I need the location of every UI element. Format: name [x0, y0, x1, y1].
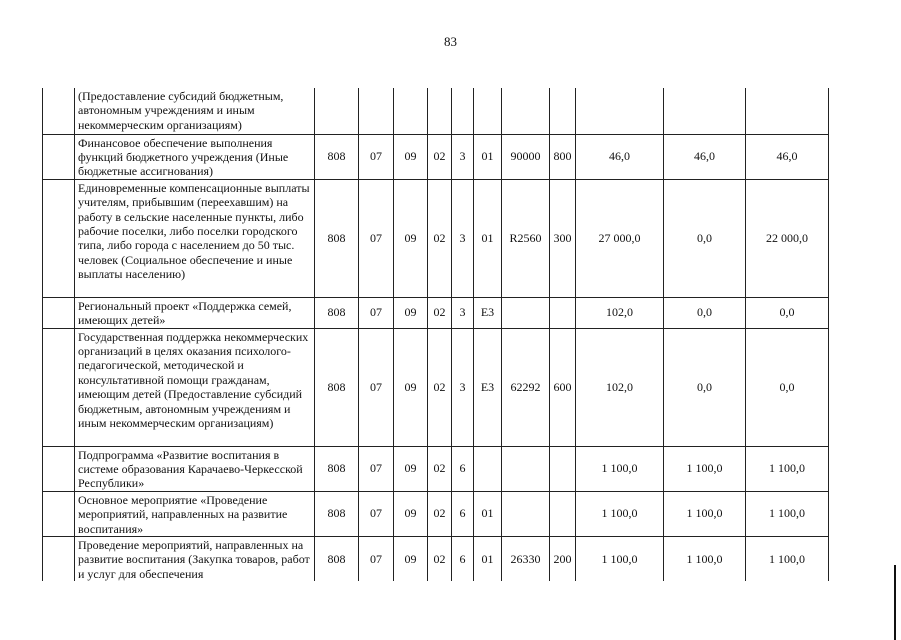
- measure-code-cell: Е3: [474, 297, 502, 328]
- amount-year2-cell: 1 100,0: [664, 446, 746, 491]
- subprogram-code-cell: 3: [452, 328, 474, 446]
- expense-type-cell: [550, 491, 576, 536]
- table-row: [43, 491, 829, 536]
- program-code-cell: 02: [428, 134, 452, 179]
- amount-year3-cell: [746, 88, 829, 134]
- direction-code-cell: 26330: [502, 536, 550, 581]
- row-edge-cell: [43, 536, 75, 581]
- table-row: [43, 297, 829, 328]
- subprogram-code-cell: 3: [452, 297, 474, 328]
- direction-code-cell: [502, 491, 550, 536]
- table-row: [43, 536, 829, 581]
- amount-year2-cell: 46,0: [664, 134, 746, 179]
- section-code-cell: 07: [359, 179, 394, 297]
- subsection-code-cell: 09: [394, 179, 428, 297]
- subsection-code-cell: 09: [394, 328, 428, 446]
- amount-year3-cell: 0,0: [746, 297, 829, 328]
- amount-year1-cell: 27 000,0: [576, 179, 664, 297]
- row-edge-cell: [43, 297, 75, 328]
- amount-year1-cell: 102,0: [576, 328, 664, 446]
- measure-code-cell: [474, 88, 502, 134]
- subprogram-code-cell: 6: [452, 536, 474, 581]
- amount-year3-cell: 1 100,0: [746, 491, 829, 536]
- expense-type-cell: [550, 446, 576, 491]
- expense-type-cell: [550, 297, 576, 328]
- subsection-code-cell: 09: [394, 297, 428, 328]
- row-edge-cell: [43, 179, 75, 297]
- section-code-cell: 07: [359, 134, 394, 179]
- subsection-code-cell: 09: [394, 446, 428, 491]
- subsection-code-cell: [394, 88, 428, 134]
- item-name-cell: Финансовое обеспечение выполнения функций бюджетного учреждения (Иные бюджетные ассигнования): [75, 134, 315, 179]
- amount-year2-cell: 0,0: [664, 328, 746, 446]
- item-name-cell: Государственная поддержка некоммерческих организаций в целях оказания психолого-педагогической, методической и консультативной помощи гражданам, имеющим детей (Предоставление субсидий бюджетным, автономным учреждениям и иным некоммерческим организациям): [75, 328, 315, 446]
- amount-year1-cell: [576, 88, 664, 134]
- amount-year1-cell: 1 100,0: [576, 446, 664, 491]
- amount-year1-cell: 1 100,0: [576, 536, 664, 581]
- budget-table: [42, 88, 829, 581]
- expense-type-cell: 200: [550, 536, 576, 581]
- section-code-cell: 07: [359, 297, 394, 328]
- subprogram-code-cell: 6: [452, 446, 474, 491]
- direction-code-cell: [502, 297, 550, 328]
- program-code-cell: 02: [428, 491, 452, 536]
- table-row: [43, 88, 829, 134]
- section-code-cell: [359, 88, 394, 134]
- direction-code-cell: [502, 446, 550, 491]
- section-code-cell: 07: [359, 446, 394, 491]
- row-edge-cell: [43, 328, 75, 446]
- admin-code-cell: 808: [315, 297, 359, 328]
- measure-code-cell: Е3: [474, 328, 502, 446]
- admin-code-cell: 808: [315, 536, 359, 581]
- section-code-cell: 07: [359, 536, 394, 581]
- row-edge-cell: [43, 134, 75, 179]
- item-name-cell: Основное мероприятие «Проведение мероприятий, направленных на развитие воспитания»: [75, 491, 315, 536]
- item-name-cell: (Предоставление субсидий бюджетным, автономным учреждениям и иным некоммерческим организациям): [75, 88, 315, 134]
- admin-code-cell: 808: [315, 134, 359, 179]
- row-edge-cell: [43, 446, 75, 491]
- subsection-code-cell: 09: [394, 536, 428, 581]
- measure-code-cell: 01: [474, 491, 502, 536]
- table-row: [43, 446, 829, 491]
- amount-year3-cell: 22 000,0: [746, 179, 829, 297]
- subprogram-code-cell: [452, 88, 474, 134]
- row-edge-cell: [43, 88, 75, 134]
- amount-year3-cell: 46,0: [746, 134, 829, 179]
- amount-year1-cell: 1 100,0: [576, 491, 664, 536]
- amount-year2-cell: 1 100,0: [664, 536, 746, 581]
- amount-year2-cell: 1 100,0: [664, 491, 746, 536]
- subsection-code-cell: 09: [394, 134, 428, 179]
- program-code-cell: 02: [428, 297, 452, 328]
- amount-year3-cell: 1 100,0: [746, 536, 829, 581]
- direction-code-cell: 90000: [502, 134, 550, 179]
- subprogram-code-cell: 3: [452, 179, 474, 297]
- program-code-cell: 02: [428, 328, 452, 446]
- measure-code-cell: 01: [474, 179, 502, 297]
- direction-code-cell: [502, 88, 550, 134]
- table-row: [43, 179, 829, 297]
- admin-code-cell: [315, 88, 359, 134]
- program-code-cell: 02: [428, 536, 452, 581]
- direction-code-cell: 62292: [502, 328, 550, 446]
- expense-type-cell: 600: [550, 328, 576, 446]
- admin-code-cell: 808: [315, 328, 359, 446]
- admin-code-cell: 808: [315, 179, 359, 297]
- admin-code-cell: 808: [315, 491, 359, 536]
- table-row: [43, 134, 829, 179]
- expense-type-cell: [550, 88, 576, 134]
- measure-code-cell: 01: [474, 134, 502, 179]
- program-code-cell: 02: [428, 446, 452, 491]
- page-number: 83: [444, 34, 457, 49]
- expense-type-cell: 800: [550, 134, 576, 179]
- amount-year2-cell: 0,0: [664, 297, 746, 328]
- subprogram-code-cell: 3: [452, 134, 474, 179]
- measure-code-cell: 01: [474, 536, 502, 581]
- amount-year1-cell: 102,0: [576, 297, 664, 328]
- amount-year3-cell: 1 100,0: [746, 446, 829, 491]
- subsection-code-cell: 09: [394, 491, 428, 536]
- amount-year1-cell: 46,0: [576, 134, 664, 179]
- scan-edge-line: [894, 565, 896, 640]
- program-code-cell: 02: [428, 179, 452, 297]
- direction-code-cell: R2560: [502, 179, 550, 297]
- section-code-cell: 07: [359, 491, 394, 536]
- program-code-cell: [428, 88, 452, 134]
- item-name-cell: Единовременные компенсационные выплаты учителям, прибывшим (переехавшим) на работу в сельские населенные пункты, либо рабочие поселки, либо поселки городского типа, либо города с населением до 50 тыс. человек (Социальное обеспечение и иные выплаты населению): [75, 179, 315, 297]
- amount-year2-cell: 0,0: [664, 179, 746, 297]
- item-name-cell: Проведение мероприятий, направленных на развитие воспитания (Закупка товаров, работ и услуг для обеспечения: [75, 536, 315, 581]
- subprogram-code-cell: 6: [452, 491, 474, 536]
- expense-type-cell: 300: [550, 179, 576, 297]
- table-row: [43, 328, 829, 446]
- row-edge-cell: [43, 491, 75, 536]
- measure-code-cell: [474, 446, 502, 491]
- section-code-cell: 07: [359, 328, 394, 446]
- admin-code-cell: 808: [315, 446, 359, 491]
- item-name-cell: Региональный проект «Поддержка семей, имеющих детей»: [75, 297, 315, 328]
- item-name-cell: Подпрограмма «Развитие воспитания в системе образования Карачаево-Черкесской Республики»: [75, 446, 315, 491]
- amount-year2-cell: [664, 88, 746, 134]
- amount-year3-cell: 0,0: [746, 328, 829, 446]
